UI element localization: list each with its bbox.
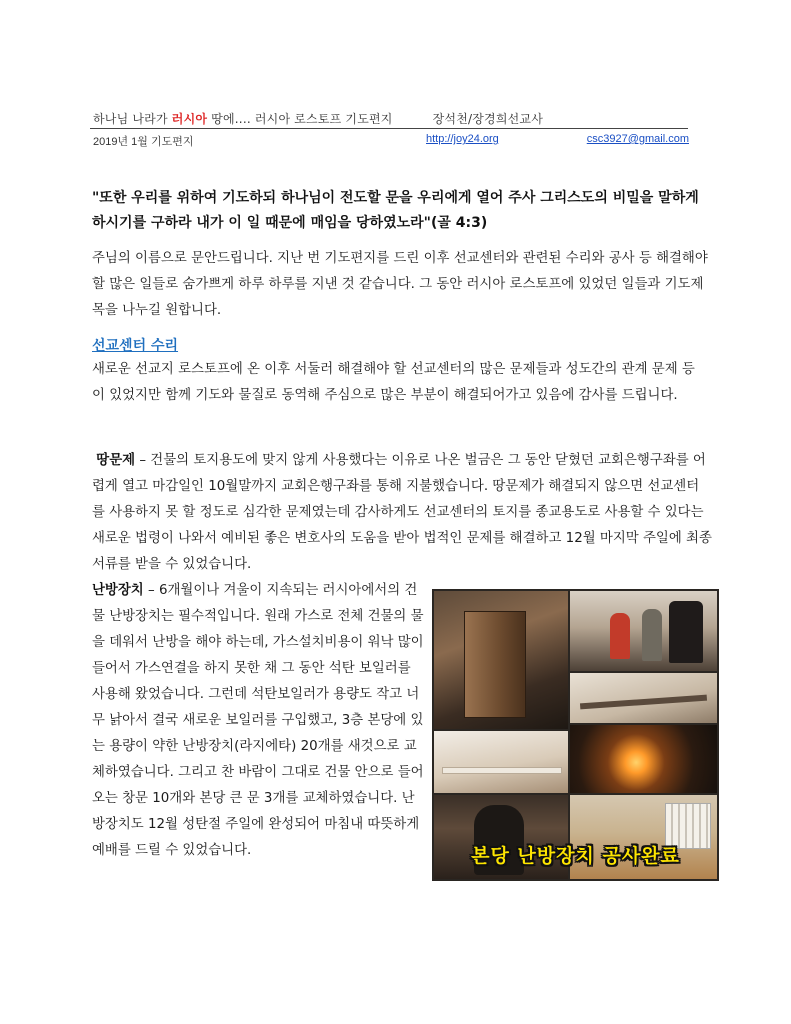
workers-boiler-photo (570, 591, 717, 671)
heating-label: 난방장치 (92, 583, 144, 598)
land-issue-label: 땅문제 (96, 453, 136, 468)
heating-paragraph (92, 578, 427, 864)
land-issue-paragraph (92, 448, 712, 578)
title-part-1: 하나님 나라가 (93, 112, 172, 126)
section-intro-paragraph: 새로운 선교지 로스토프에 온 이후 서둘러 해결해야 할 선교센터의 많은 문제들과 성도간의 관계 문제 등이 있었지만 함께 기도와 물질로 동역해 주심으로 많은 부분이 해결되어가고 있음에 감사를 드립니다. (92, 362, 695, 403)
section-title: 선교센터 수리 (92, 338, 179, 354)
title-part-2: 땅에.... 러시아 로스토프 기도편지 (207, 112, 393, 126)
letter-date: 2019년 1월 기도편지 (93, 136, 194, 148)
website-link[interactable]: http://joy24.org (426, 133, 499, 145)
heating-work-photo-collage (432, 589, 719, 881)
old-boiler-photo (434, 591, 568, 729)
photo-caption: 본당 난방장치 공사완료 (471, 845, 680, 867)
email-link[interactable]: csc3927@gmail.com (586, 133, 689, 145)
window-sill-photo (570, 673, 717, 723)
bible-verse: "또한 우리를 위하여 기도하되 하나님이 전도할 문을 우리에게 열어 주사 그리스도의 비밀을 말하게 하시기를 구하라 내가 이 일 때문에 매임을 당하였노라"(골 4:3) (92, 190, 699, 231)
pipe-install-photo (434, 731, 568, 793)
letter-title (93, 110, 543, 127)
heating-text: – 6개월이나 겨울이 지속되는 러시아에서의 건물 난방장치는 필수적입니다. 원래 가스로 전체 건물의 물을 데워서 난방을 해야 하는데, 가스설치비용이 워낙 많이 들어서 가스연결을 하지 못한 채 그 동안 석탄 보일러를 사용해 왔었습니다. 그런데 석탄보일러가 용량도 작고 너무 낡아서 결국 새로운 보일러를 구입했고, 3층 본당에 있는 용량이 약한 난방장치(라지에타) 20개를 새것으로 교체하였습니다. 그리고 찬 바람이 그대로 건물 안으로 들어오는 창문 10개와 본당 큰 문 3개를 교체하였습니다. 난방장치도 12월 성탄절 주일에 완성되어 마침내 따뜻하게 예배를 드릴 수 있었습니다. (92, 583, 424, 858)
header-meta (93, 133, 689, 149)
intro-paragraph: 주님의 이름으로 문안드립니다. 지난 번 기도편지를 드린 이후 선교센터와 관련된 수리와 공사 등 해결해야 할 많은 일들로 숨가쁘게 하루 하루를 지낸 것 같습니다. 그 동안 러시아 로스토프에 있었던 일들과 기도제목을 나누길 원합니다. (92, 251, 708, 318)
header-divider (90, 128, 688, 129)
land-issue-text: – 건물의 토지용도에 맞지 않게 사용했다는 이유로 나온 벌금은 그 동안 닫혔던 교회은행구좌를 어렵게 열고 마감일인 10월말까지 교회은행구좌를 통해 지불했습니다. 땅문제가 해결되지 않으면 선교센터를 사용하지 못 할 정도로 심각한 문제였는데 감사하게도 선교센터의 토지를 종교용도로 사용할 수 있다는 새로운 법령이 나와서 예비된 좋은 변호사의 도움을 받아 법적인 문제를 해결하고 12월 마지막 주일에 최종 서류를 받을 수 있었습니다. (92, 453, 712, 572)
title-russia: 러시아 (171, 112, 208, 126)
grinding-sparks-photo (570, 725, 717, 793)
authors: 장석천/장경희선교사 (432, 112, 543, 126)
